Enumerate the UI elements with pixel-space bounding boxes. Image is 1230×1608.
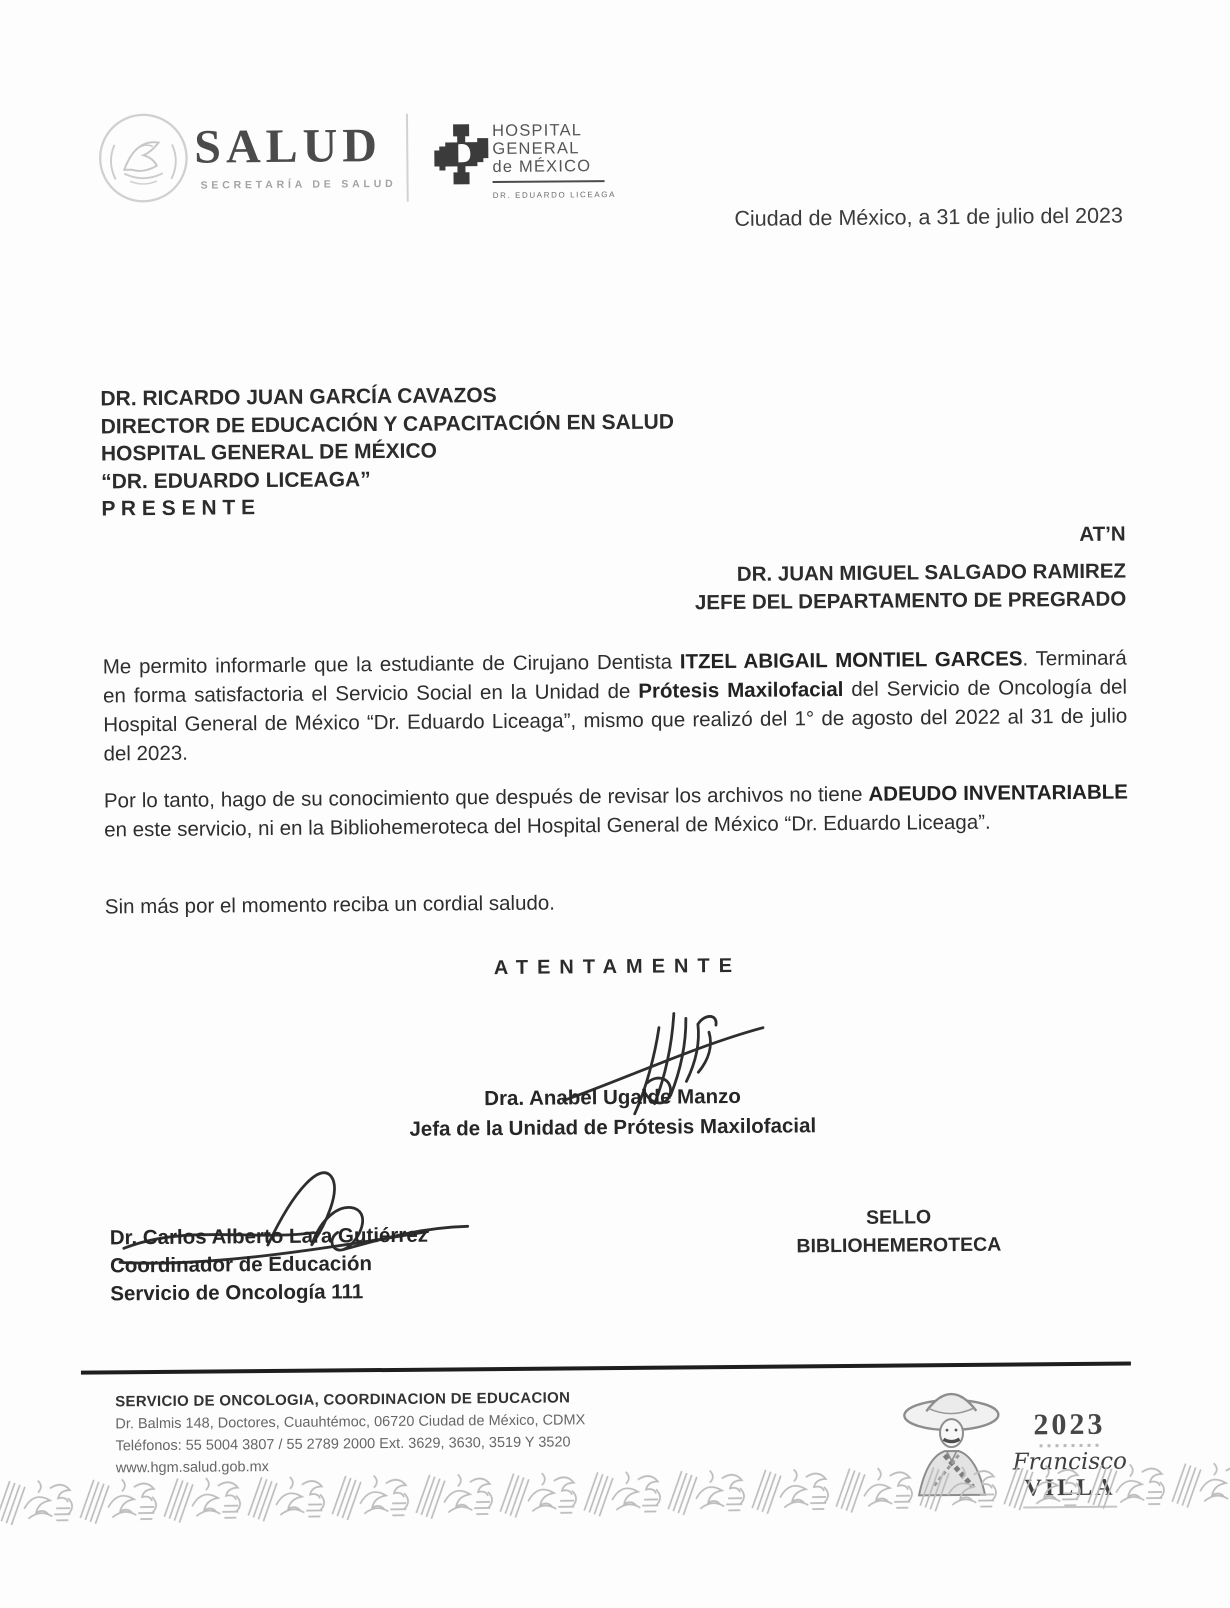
body-paragraph-1: Me permito informarle que la estudiante de Cirujano Dentista ITZEL ABIGAIL MONTIEL GARCES. Terminará en forma satisfactoria el Servicio Social en la Unidad de Prótesis Maxilofacial del Servicio de Oncología del Hospital General de México “Dr. Eduardo Liceaga”, mismo que realizó del 1° de agosto del 2022 al 31 de julio del 2023.: [102, 646, 1128, 766]
body-paragraph-2: Por lo tanto, hago de su conocimiento que después de revisar los archivos no tiene ADEUDO INVENTARIABLE en este servicio, ni en la Bibliohemeroteca del Hospital General de México “Dr. Eduardo Liceaga”.: [103, 780, 1129, 842]
salud-logo-title: SALUD: [194, 119, 383, 174]
body-paragraph-3: Sin más por el momento reciba un cordial saludo.: [104, 891, 556, 919]
signer-primary-name: Dra. Anabel Ugalde Manzo: [484, 1084, 741, 1111]
recipient-institution: HOSPITAL GENERAL DE MÉXICO: [100, 439, 438, 466]
signer-secondary-block: [110, 1222, 429, 1309]
signer-primary-title: Jefa de la Unidad de Prótesis Maxilofacial: [409, 1114, 817, 1141]
hospital-logo-line1: HOSPITAL: [492, 121, 583, 141]
stamp-line1: SELLO: [866, 1206, 932, 1229]
attention-name: DR. JUAN MIGUEL SALGADO RAMIREZ: [736, 559, 1127, 586]
signer-secondary-title2: Servicio de Oncología 111: [110, 1280, 364, 1306]
footer-phones: Teléfonos: 55 5004 3807 / 55 2789 2000 Ext. 3629, 3630, 3519 Y 3520: [115, 1434, 571, 1455]
mexican-coat-of-arms-icon: [95, 110, 192, 207]
date-line: Ciudad de México, a 31 de julio del 2023: [734, 203, 1123, 231]
recipient-presente: P R E S E N T E: [101, 496, 256, 521]
hospital-logo-text: [492, 121, 616, 205]
year-badge-divider: [1040, 1444, 1100, 1448]
stamp-area: [739, 1202, 1059, 1261]
year-badge-year: 2023: [1033, 1407, 1106, 1442]
footer-department: SERVICIO DE ONCOLOGIA, COORDINACION DE EDUCACION: [115, 1389, 571, 1411]
recipient-title: DIRECTOR DE EDUCACIÓN Y CAPACITACIÓN EN SALUD: [100, 409, 675, 438]
hospital-logo-subtitle: DR. EDUARDO LICEAGA: [492, 189, 617, 201]
recipient-block: [100, 380, 674, 522]
attention-title: JEFE DEL DEPARTAMENTO DE PREGRADO: [694, 587, 1127, 615]
hgm-cross-icon: [432, 122, 491, 187]
hospital-logo-line2: GENERAL: [492, 139, 580, 159]
signer-secondary-title1: Coordinador de Educación: [109, 1252, 373, 1278]
footer-rule: [81, 1362, 1131, 1375]
header-divider: [406, 114, 409, 202]
closing-atentamente: ATENTAMENTE: [493, 954, 742, 980]
hospital-logo-rule: [493, 180, 605, 183]
recipient-name: DR. RICARDO JUAN GARCÍA CAVAZOS: [100, 384, 497, 411]
hospital-logo-line3: de MÉXICO: [492, 157, 592, 177]
salud-logo-subtitle: SECRETARÍA DE SALUD: [200, 177, 397, 192]
footer-website: www.hgm.salud.gob.mx: [115, 1459, 269, 1477]
signer-primary-block: [302, 1083, 922, 1142]
stamp-line2: BIBLIOHEMEROTECA: [796, 1233, 1002, 1258]
recipient-institution-name: “DR. EDUARDO LICEAGA”: [101, 467, 371, 493]
attention-label: AT’N: [1079, 522, 1126, 546]
signer-secondary-name: Dr. Carlos Alberto Lara Gutiérrez: [109, 1223, 429, 1250]
footer-address: Dr. Balmis 148, Doctores, Cuauhtémoc, 06720 Ciudad de México, CDMX: [115, 1412, 586, 1433]
